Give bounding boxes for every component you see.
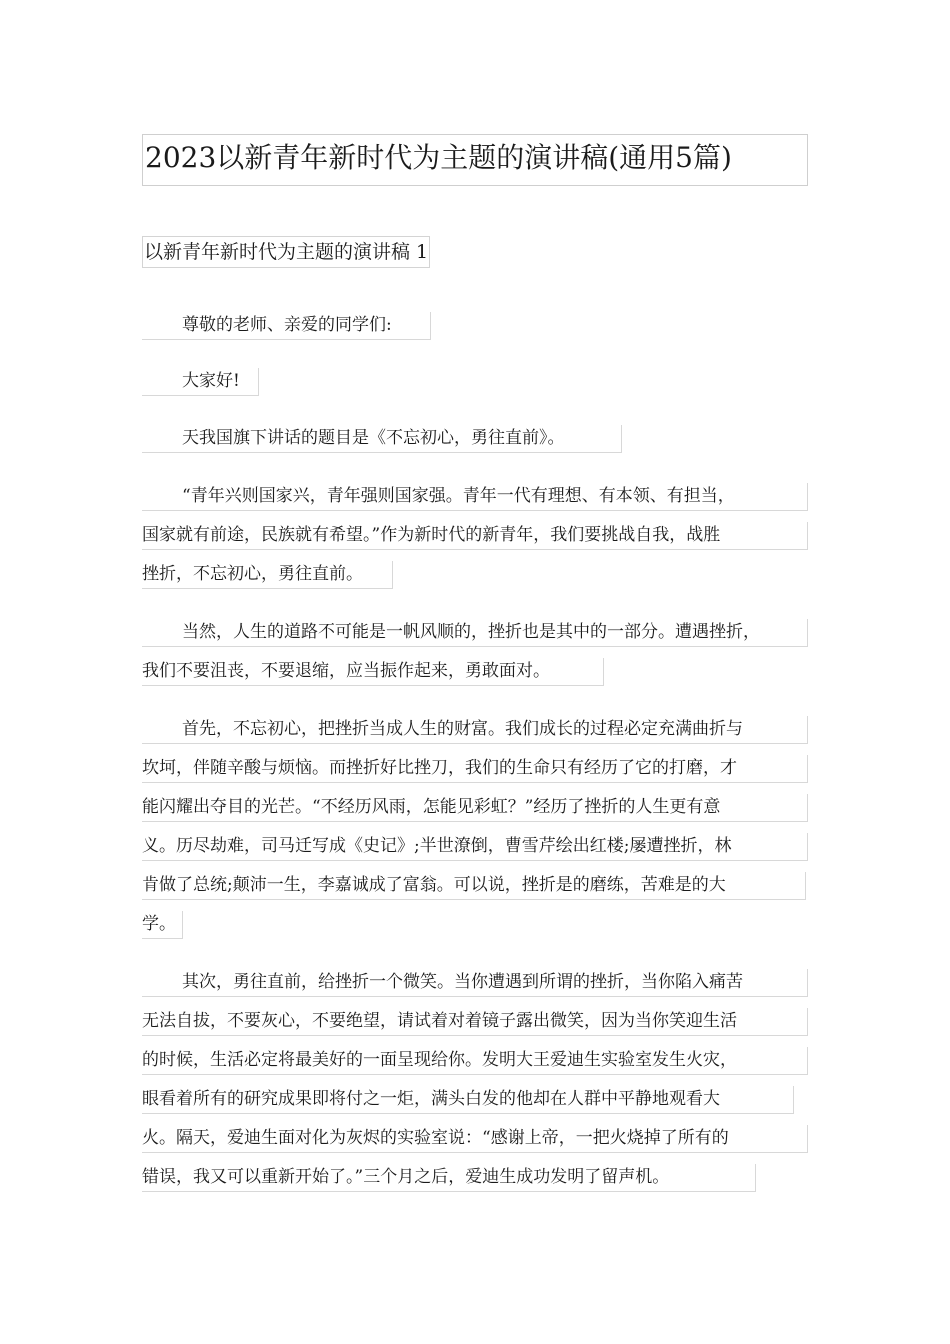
text-line: “青年兴则国家兴，青年强则国家强。青年一代有理想、有本领、有担当， (142, 483, 808, 511)
section-heading: 以新青年新时代为主题的演讲稿 1 (142, 236, 430, 268)
text-line: 首先，不忘初心，把挫折当成人生的财富。我们成长的过程必定充满曲折与 (142, 716, 808, 744)
text-line: 义。历尽劫难，司马迁写成《史记》;半世潦倒，曹雪芹绘出红楼;屡遭挫折，林 (142, 833, 808, 861)
text-line: 尊敬的老师、亲爱的同学们: (142, 312, 431, 340)
text-line: 火。隔天，爱迪生面对化为灰烬的实验室说：“感谢上帝，一把火烧掉了所有的 (142, 1125, 808, 1153)
text-line: 国家就有前途，民族就有希望。”作为新时代的新青年，我们要挑战自我，战胜 (142, 522, 808, 550)
text-line: 大家好! (142, 368, 259, 396)
text-line: 眼看着所有的研究成果即将付之一炬，满头白发的他却在人群中平静地观看大 (142, 1086, 794, 1114)
text-line: 天我国旗下讲话的题目是《不忘初心，勇往直前》。 (142, 425, 622, 453)
document-title: 2023以新青年新时代为主题的演讲稿(通用5篇) (142, 134, 808, 186)
text-line: 肯做了总统;颠沛一生，李嘉诚成了富翁。可以说，挫折是的磨练，苦难是的大 (142, 872, 806, 900)
text-line: 挫折，不忘初心，勇往直前。 (142, 561, 393, 589)
text-line: 的时候，生活必定将最美好的一面呈现给你。发明大王爱迪生实验室发生火灾， (142, 1047, 808, 1075)
text-line: 坎坷，伴随辛酸与烦恼。而挫折好比挫刀，我们的生命只有经历了它的打磨，才 (142, 755, 808, 783)
text-line: 其次，勇往直前，给挫折一个微笑。当你遭遇到所谓的挫折，当你陷入痛苦 (142, 969, 808, 997)
text-line: 能闪耀出夺目的光芒。“不经历风雨，怎能见彩虹？”经历了挫折的人生更有意 (142, 794, 808, 822)
text-line: 无法自拔，不要灰心，不要绝望，请试着对着镜子露出微笑，因为当你笑迎生活 (142, 1008, 808, 1036)
text-line: 我们不要沮丧，不要退缩，应当振作起来，勇敢面对。 (142, 658, 604, 686)
text-line: 当然，人生的道路不可能是一帆风顺的，挫折也是其中的一部分。遭遇挫折， (142, 619, 808, 647)
text-line: 学。 (142, 911, 183, 939)
text-line: 错误，我又可以重新开始了。”三个月之后，爱迪生成功发明了留声机。 (142, 1164, 756, 1192)
